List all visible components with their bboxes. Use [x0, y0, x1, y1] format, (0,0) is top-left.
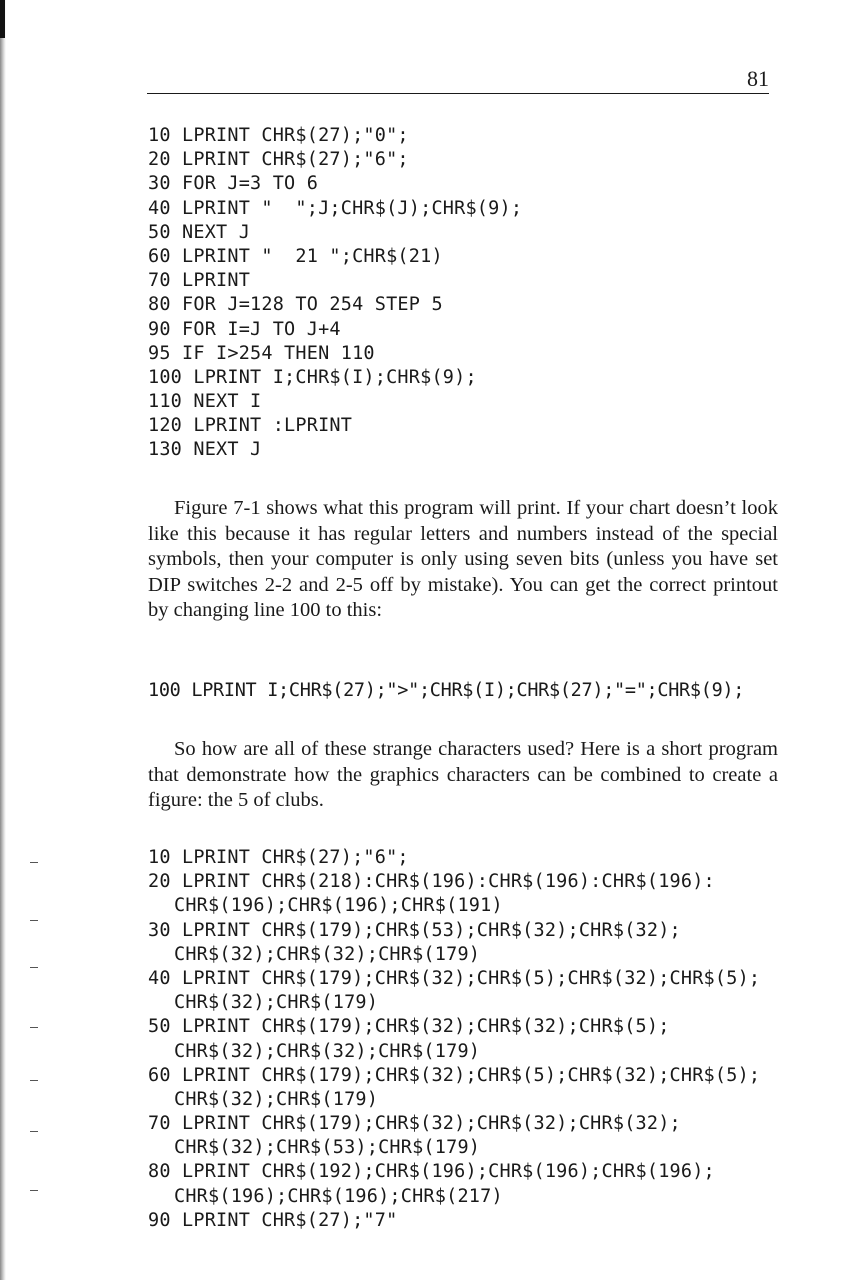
code-line-continued: CHR$(196);CHR$(196);CHR$(217) [174, 1185, 503, 1207]
code-line: 20 LPRINT CHR$(218):CHR$(196):CHR$(196):CHR$(196): [148, 871, 715, 893]
code-line: 80 FOR J=128 TO 254 STEP 5 [148, 294, 443, 316]
code-line: 70 LPRINT CHR$(179);CHR$(32);CHR$(32);CHR$(32); [148, 1113, 681, 1135]
code-listing-chart-program [148, 124, 522, 463]
code-line: 60 LPRINT " 21 ";CHR$(21) [148, 245, 443, 267]
code-listing-five-of-clubs [148, 846, 760, 1233]
page-number: 81 [747, 66, 769, 91]
code-replacement-line [148, 679, 744, 703]
code-line-continued: CHR$(32);CHR$(179) [174, 992, 379, 1014]
margin-tick [30, 1027, 38, 1028]
margin-tick [30, 1190, 38, 1191]
code-line-continued: CHR$(32);CHR$(179) [174, 1088, 379, 1110]
code-line: 50 LPRINT CHR$(179);CHR$(32);CHR$(32);CHR$(5); [148, 1016, 670, 1038]
code-line: 100 LPRINT I;CHR$(I);CHR$(9); [148, 366, 477, 388]
code-line: 95 IF I>254 THEN 110 [148, 342, 375, 364]
binding-edge [0, 0, 6, 1280]
code-line-continued: CHR$(32);CHR$(53);CHR$(179) [174, 1137, 481, 1159]
margin-tick [30, 920, 38, 921]
code-line-continued: CHR$(32);CHR$(32);CHR$(179) [174, 943, 481, 965]
code-line: 60 LPRINT CHR$(179);CHR$(32);CHR$(5);CHR$(32);CHR$(5); [148, 1064, 761, 1086]
code-line: 130 NEXT J [148, 439, 262, 461]
code-line: 40 LPRINT " ";J;CHR$(J);CHR$(9); [148, 197, 523, 219]
margin-tick [30, 862, 38, 863]
paragraph-figure-explanation: Figure 7-1 shows what this program will print. If your chart doesn’t look like this because it has regular letters and numbers instead of the special symbols, then your computer is only using seven bits (unless you have set DIP switches 2-2 and 2-5 off by mistake). You can get the correct printout by changing line 100 to this: [148, 497, 778, 621]
code-line: 90 FOR I=J TO J+4 [148, 318, 341, 340]
code-line: 80 LPRINT CHR$(192);CHR$(196);CHR$(196);CHR$(196); [148, 1161, 715, 1183]
margin-tick [30, 1131, 38, 1132]
code-line-continued: CHR$(196);CHR$(196);CHR$(191) [174, 895, 503, 917]
header-rule [147, 93, 769, 94]
margin-tick [30, 1080, 38, 1081]
code-line: 70 LPRINT [148, 270, 251, 292]
code-line-continued: CHR$(32);CHR$(32);CHR$(179) [174, 1040, 481, 1062]
code-line: 90 LPRINT CHR$(27);"7" [148, 1209, 398, 1231]
binding-mark [0, 0, 5, 38]
code-line: 30 LPRINT CHR$(179);CHR$(53);CHR$(32);CHR$(32); [148, 919, 681, 941]
code-line: 120 LPRINT :LPRINT [148, 415, 353, 437]
code-line: 20 LPRINT CHR$(27);"6"; [148, 149, 409, 171]
margin-tick [30, 967, 38, 968]
code-line: 10 LPRINT CHR$(27);"6"; [148, 847, 409, 868]
paragraph-clubs-intro: So how are all of these strange characters used? Here is a short program that demonstrate how the graphics characters can be combined to create a figure: the 5 of clubs. [148, 738, 778, 811]
code-line: 30 FOR J=3 TO 6 [148, 173, 319, 195]
code-line: 40 LPRINT CHR$(179);CHR$(32);CHR$(5);CHR$(32);CHR$(5); [148, 967, 761, 989]
code-line: 110 NEXT I [148, 391, 262, 413]
code-line: 10 LPRINT CHR$(27);"0"; [148, 125, 409, 146]
code-line: 100 LPRINT I;CHR$(27);">";CHR$(I);CHR$(27);"=";CHR$(9); [148, 680, 745, 701]
code-line: 50 NEXT J [148, 221, 251, 243]
